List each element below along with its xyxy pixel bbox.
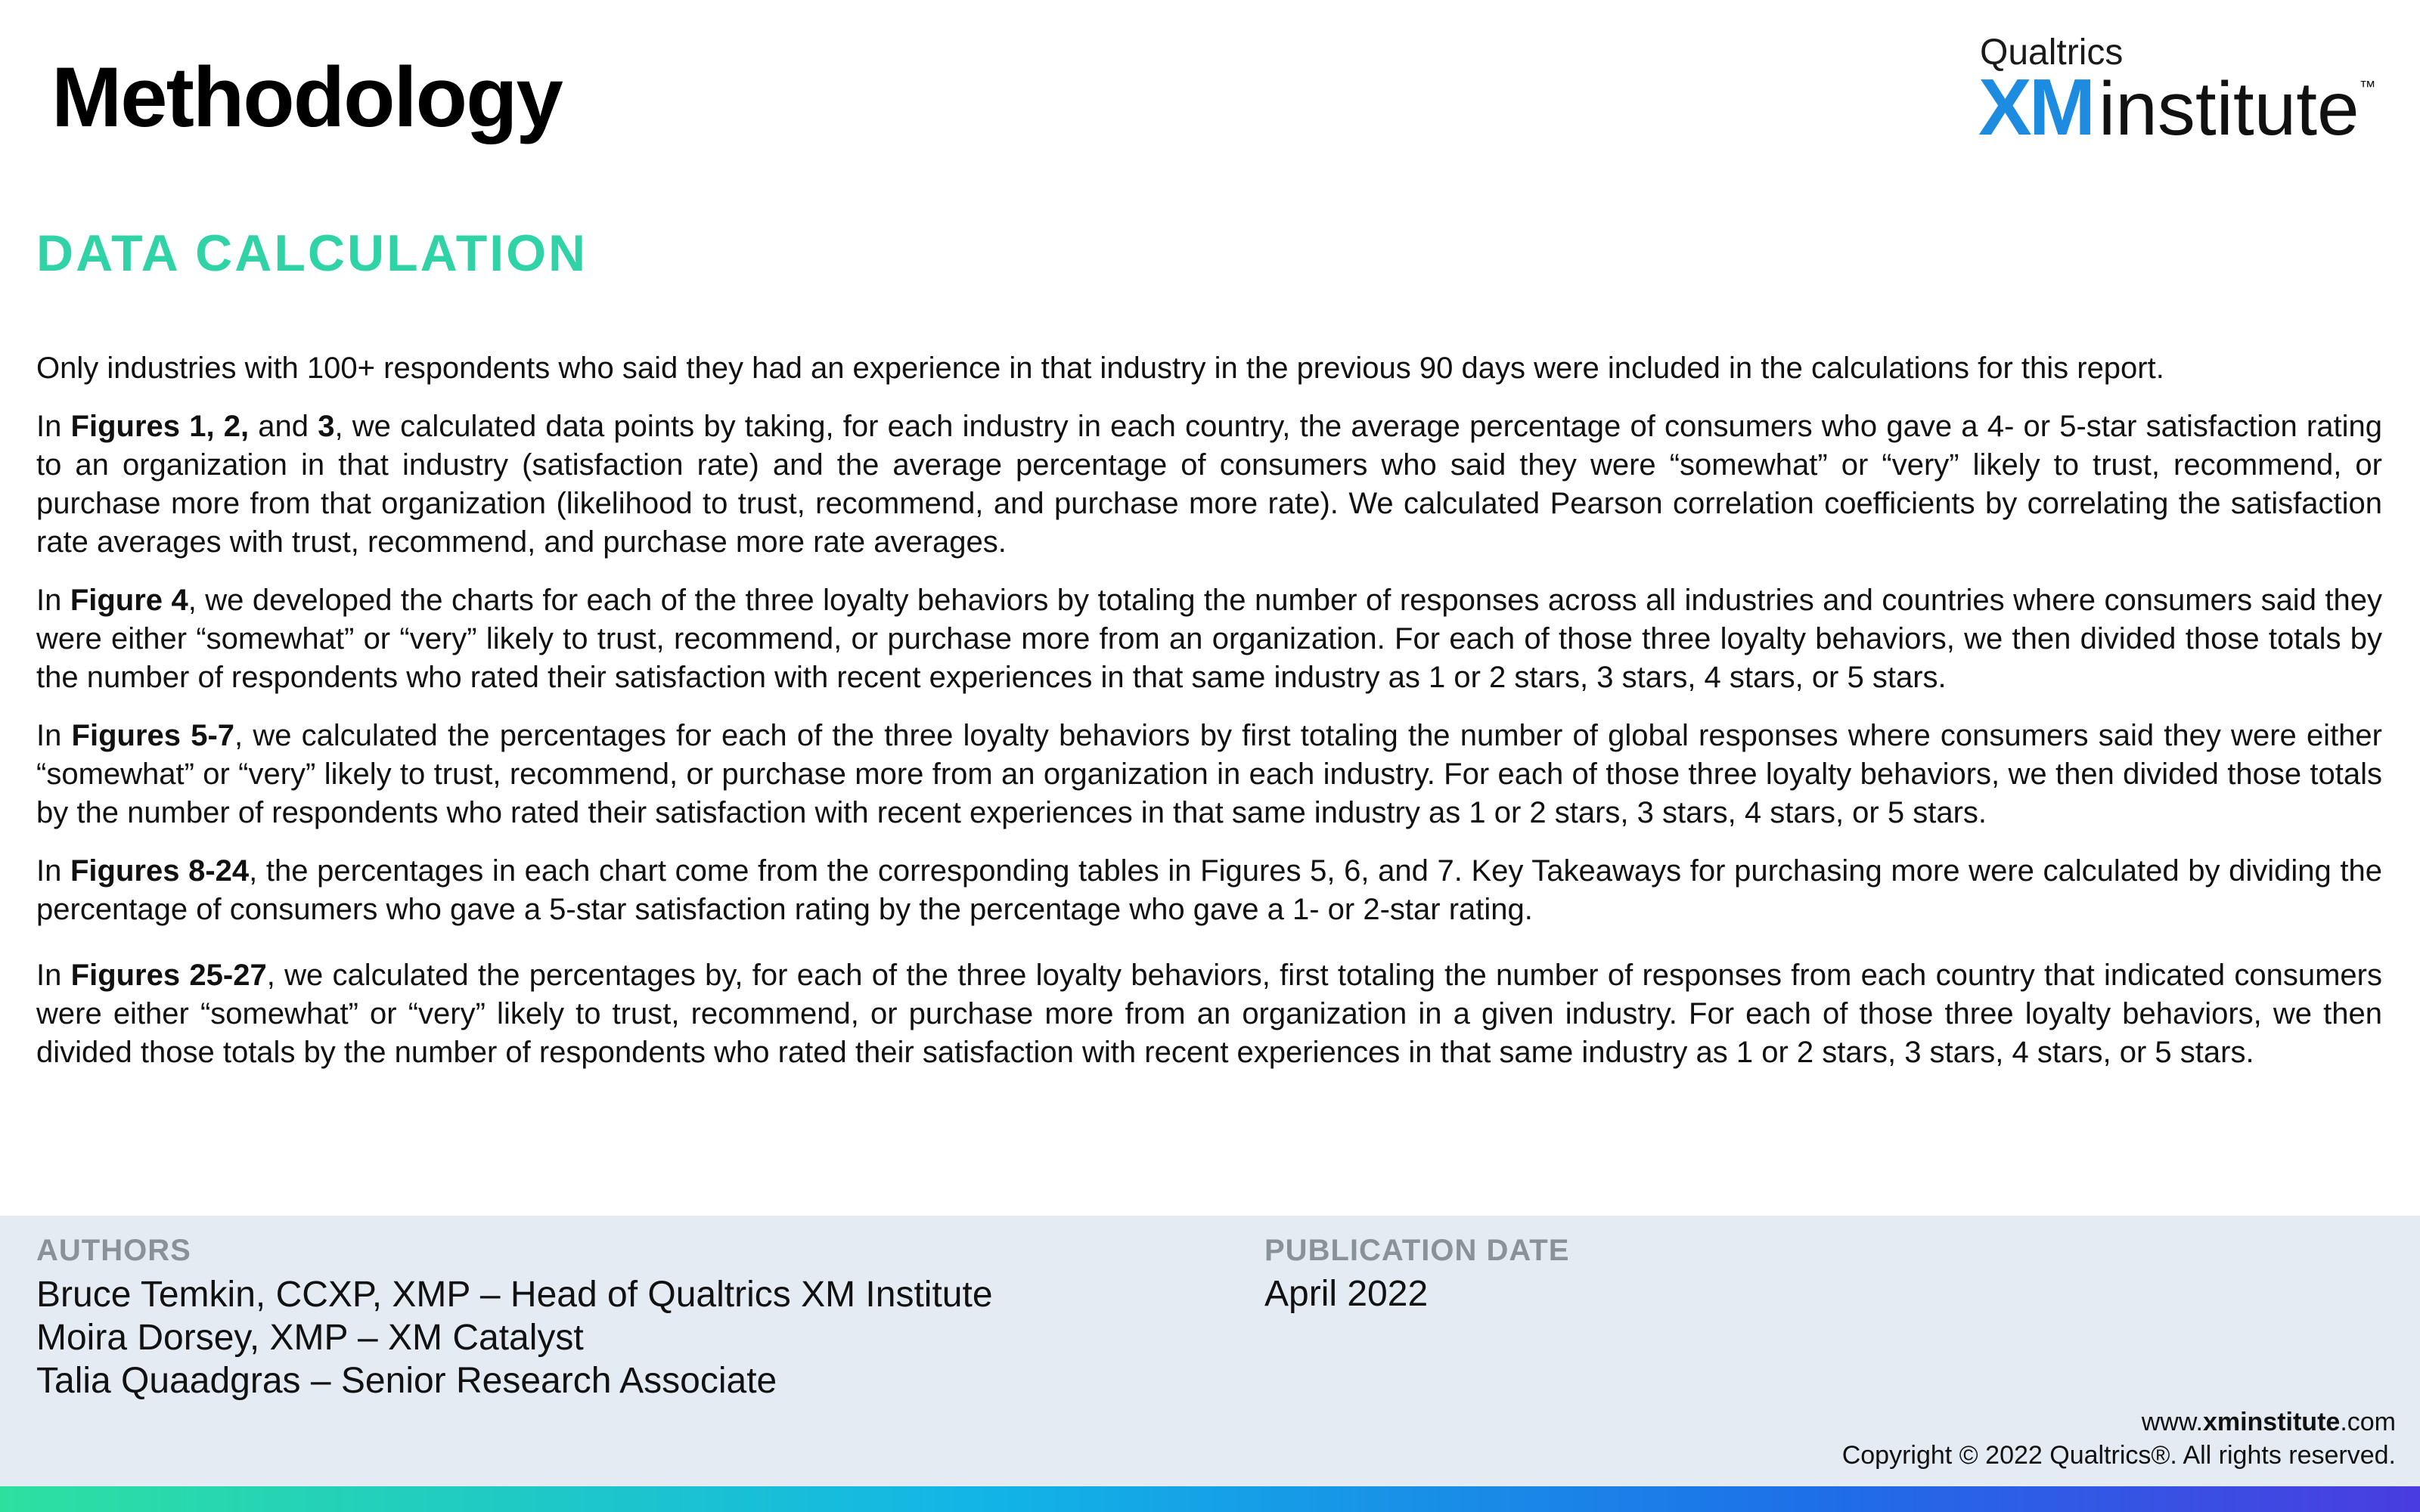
paragraph-2-pre: In: [36, 410, 71, 443]
logo-institute-word: institute: [2099, 67, 2360, 151]
paragraph-6-text: , we calculated the percentages by, for each of the three loyalty behaviors, first totaling the number of responses from each country that indicated consumers were either “somewhat” or “very” likely to trust, recommend, or purchase more from an organization in a given industry. For each of those three loyalty behaviors, we then divided those totals by the number of respondents who rated their satisfaction with recent experiences in that same industry as 1 or 2 stars, 3 stars, 4 stars, or 5 stars.: [36, 959, 2382, 1069]
publication-date: April 2022: [1264, 1274, 1429, 1314]
paragraph-2-mid: and: [249, 410, 318, 443]
figure-ref: Figures 5-7: [71, 719, 235, 752]
figure-ref: Figures 1, 2,: [70, 410, 250, 443]
logo-xm-mark: XM: [1978, 63, 2093, 152]
logo-wordmark: [1978, 62, 2376, 153]
authors-label: AUTHORS: [36, 1234, 191, 1267]
figure-ref: Figures 25-27: [70, 959, 267, 992]
author-item: Talia Quaadgras – Senior Research Associate: [36, 1361, 777, 1401]
paragraph-6-pre: In: [36, 959, 71, 992]
section-heading: DATA CALCULATION: [36, 225, 588, 282]
copyright-notice: Copyright © 2022 Qualtrics®. All rights reserved.: [1841, 1441, 2396, 1470]
methodology-body: [36, 349, 2382, 1092]
paragraph-4: [36, 717, 2382, 832]
figure-ref: Figure 4: [70, 584, 188, 617]
website-suffix: .com: [2340, 1408, 2396, 1436]
logo-brand: Qualtrics: [1980, 33, 2124, 73]
author-item: Bruce Temkin, CCXP, XMP – Head of Qualtrics XM Institute: [36, 1275, 993, 1315]
publication-date-label: PUBLICATION DATE: [1264, 1234, 1570, 1267]
paragraph-4-pre: In: [36, 719, 72, 752]
paragraph-6: [36, 956, 2382, 1072]
figure-ref: 3: [318, 410, 335, 443]
paragraph-3: [36, 581, 2382, 697]
paragraph-3-pre: In: [36, 584, 70, 617]
paragraph-4-text: , we calculated the percentages for each of the three loyalty behaviors by first totaling the number of global responses where consumers said they were either “somewhat” or “very” likely to trust, recommend, or purchase more from an organization in each industry. For each of those three loyalty behaviors, we then divided those totals by the number of respondents who rated their satisfaction with recent experiences in that same industry as 1 or 2 stars, 3 stars, 4 stars, or 5 stars.: [36, 719, 2382, 829]
footer-panel: [0, 1216, 2420, 1486]
paragraph-2-text: , we calculated data points by taking, for each industry in each country, the average percentage of consumers who gave a 4- or 5-star satisfaction rating to an organization in that industry (satisfaction rate) and the average percentage of consumers who said they were “somewhat” or “very” likely to trust, recommend, or purchase more from that organization (likelihood to trust, recommend, and purchase more rate). We calculated Pearson correlation coefficients by correlating the satisfaction rate averages with trust, recommend, and purchase more rate averages.: [36, 410, 2382, 559]
author-item: Moira Dorsey, XMP – XM Catalyst: [36, 1318, 584, 1358]
logo-trademark: ™: [2359, 77, 2376, 96]
website-domain: xminstitute: [2202, 1408, 2341, 1436]
page-title: Methodology: [51, 50, 562, 144]
xm-institute-logo: [1978, 32, 2376, 152]
paragraph-5-text: , the percentages in each chart come from the corresponding tables in Figures 5, 6, and 7. Key Takeaways for purchasing more were calculated by dividing the percentage of consumers who gave a 5-star satisfaction rating by the percentage who gave a 1- or 2-star rating.: [36, 854, 2383, 926]
website-link[interactable]: [2142, 1408, 2396, 1437]
paragraph-2: [36, 407, 2382, 562]
author-list: [36, 1273, 993, 1402]
brand-gradient-bar: [0, 1486, 2420, 1512]
paragraph-3-text: , we developed the charts for each of the three loyalty behaviors by totaling the number of responses across all industries and countries where consumers said they were either “somewhat” or “very” likely to trust, recommend, or purchase more from an organization. For each of those three loyalty behaviors, we then divided those totals by the number of respondents who rated their satisfaction with recent experiences in that same industry as 1 or 2 stars, 3 stars, 4 stars, or 5 stars.: [36, 584, 2382, 694]
figure-ref: Figures 8-24: [70, 854, 250, 888]
paragraph-5-pre: In: [36, 854, 70, 888]
paragraph-1: Only industries with 100+ respondents who said they had an experience in that industry in the previous 90 days were included in the calculations for this report.: [36, 352, 2164, 385]
paragraph-5: [36, 852, 2382, 929]
website-prefix: www.: [2141, 1408, 2203, 1436]
